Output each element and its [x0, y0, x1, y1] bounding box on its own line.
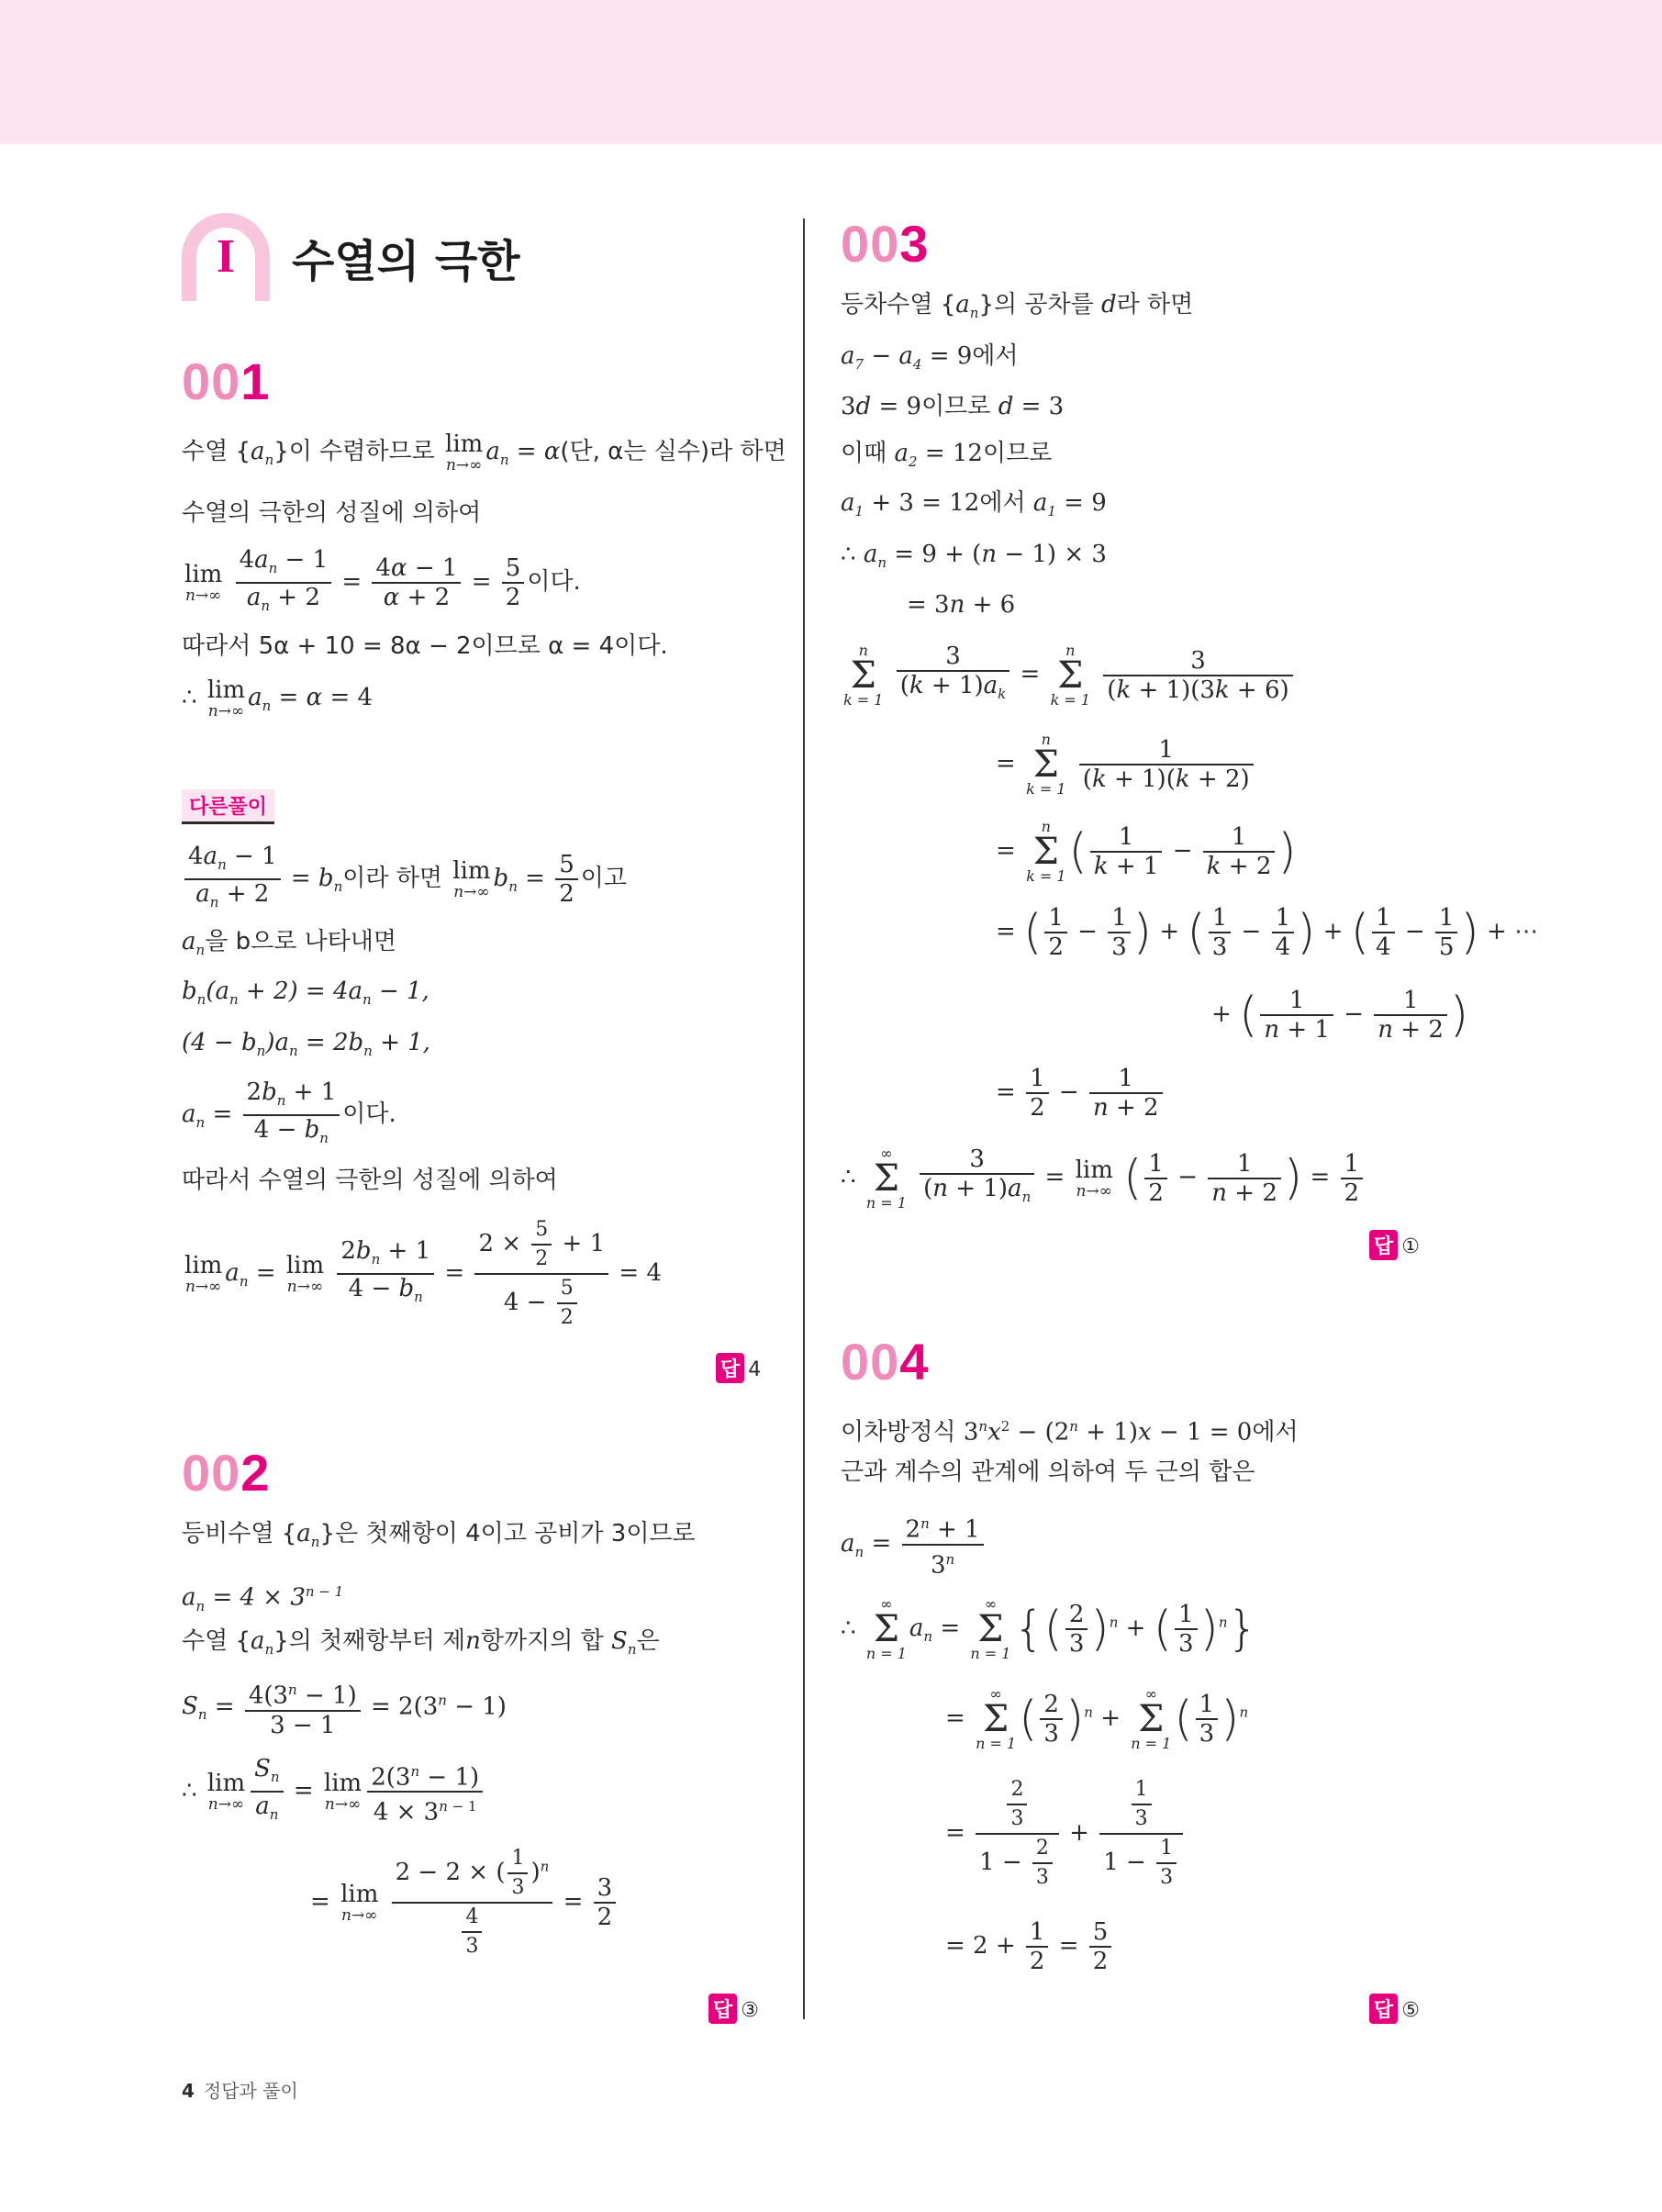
- p4-line-5: = ∞ Σ n = 1 ( $\frac{2}{3}$ )$^n$ + ∞ Σ n = 1 ( $\frac{1}{3}$ )$^n$: [945, 1685, 1249, 1752]
- p3-line-10: = n Σ k = 1 ( $\frac{1}{k + 1}$ − $\frac{1}{k + 2}$ ): [996, 818, 1297, 885]
- alt-line-3: $b_n(a_n + 2) = 4a_n - 1$,: [182, 978, 429, 1009]
- p3-line-8: n Σ k = 1 $\frac{3}{(k + 1)a_k}$ = n Σ k = 1 $\frac{3}{(k + 1)(3k + 6)}$: [841, 642, 1296, 708]
- alt-line-7: lim n→∞ $a_n$ = lim n→∞ $\frac{2b_n + 1}{4 - b_n}$ = 2 × $\frac{5}{2}$ + 1 4 − $\frac{5}{2}$ = 4: [184, 1218, 663, 1329]
- alt-line-4: $(4 - b_n)a_n = 2b_n + 1$,: [182, 1029, 430, 1060]
- column-divider: [803, 218, 805, 2019]
- chapter-numeral: I: [216, 230, 236, 283]
- alt-line-6: 따라서 수열의 극한의 성질에 의하여: [182, 1167, 558, 1194]
- problem-number-003: 003: [841, 215, 930, 273]
- p1-line-2: 수열의 극한의 성질에 의하여: [182, 499, 482, 527]
- p4-line-3: $a_n$ = $\frac{2^n + 1}{3^n}$: [841, 1510, 987, 1579]
- footer-label: 정답과 풀이: [203, 2080, 298, 2102]
- p3-line-1: 등차수열 $\{a_n\}$의 공차를 d라 하면: [841, 291, 1194, 322]
- p1-line-1: 수열 $\{a_n\}$이 수렴하므로 lim n→∞ $a_n = \alpha$(단, α는 실수)라 하면: [182, 430, 786, 475]
- p3-line-14: ∴ ∞ Σ n = 1 $\frac{3}{(n + 1)a_n}$ = lim n→∞ ( $\frac{1}{2}$ − $\frac{1}{n + 2}$ ) = $\frac{1}{2}$: [841, 1145, 1366, 1211]
- p3-line-4: 이때 $a_2 = 12$이므로: [841, 440, 1053, 471]
- p3-line-5: $a_1 + 3 = 12$에서 $a_1 = 9$: [841, 489, 1107, 520]
- answer-badge-002: 답 ③: [708, 1994, 759, 2024]
- p4-line-4: ∴ ∞ Σ n = 1 $a_n$ = ∞ Σ n = 1 {( $\frac{2}{3}$ )$^n$ + ( $\frac{1}{3}$ )$^n$}: [841, 1595, 1258, 1662]
- p2-line-6: = lim n→∞ 2 − 2 × ( $\frac{1}{3}$ )$^n$ $\frac{4}{3}$ = $\frac{3}{2}$: [310, 1845, 619, 1961]
- problem-number-002: 002: [182, 1444, 271, 1502]
- answer-badge-003: 답 ①: [1369, 1230, 1420, 1260]
- p3-line-13: = $\frac{1}{2}$ − $\frac{1}{n + 2}$: [996, 1065, 1166, 1122]
- p3-line-7: = 3n + 6: [907, 591, 1016, 619]
- p3-line-9: = n Σ k = 1 $\frac{1}{(k + 1)(k + 2)}$: [996, 732, 1256, 797]
- top-band: [0, 0, 1662, 144]
- p2-line-4: $S_n$ = $\frac{4(3^n - 1)}{3 - 1}$ = $2(3^n - 1)$: [182, 1676, 507, 1739]
- p2-line-2: $a_n = 4 \times 3^{n - 1}$: [182, 1583, 344, 1614]
- answer-badge-004: 답 ⑤: [1369, 1994, 1420, 2024]
- alt-line-1: $\frac{4a_n - 1}{a_n + 2}$ = $b_n$이라 하면 lim n→∞ $b_n$ = $\frac{5}{2}$ 이고: [182, 843, 627, 916]
- p2-line-5: ∴ lim n→∞ $\frac{S_n}{a_n}$ = lim n→∞ $\frac{2(3^n - 1)}{4 \times 3^{n - 1}}$: [182, 1755, 485, 1828]
- p3-line-11: = ( $\frac{1}{2}$ − $\frac{1}{3}$ ) + ( $\frac{1}{3}$ − $\frac{1}{4}$ ) + ( $\frac{1}{4}$ − $\frac{1}{5}$ ) + ⋯: [996, 904, 1539, 961]
- p3-line-6: ∴ $a_n = 9 + (n - 1) \times 3$: [841, 541, 1107, 572]
- problem-number-001: 001: [182, 352, 271, 410]
- p1-line-3: lim n→∞ $\frac{4a_n - 1}{a_n + 2}$ = $\frac{4\alpha - 1}{\alpha + 2}$ = $\frac{5}{2}$ 이다.: [184, 546, 581, 615]
- p4-line-7: = 2 + $\frac{1}{2}$ = $\frac{5}{2}$: [945, 1918, 1114, 1975]
- p4-line-1: 이차방정식 $3^nx^2 - (2^n + 1)x - 1 = 0$에서: [841, 1418, 1299, 1447]
- p2-line-3: 수열 $\{a_n\}$의 첫째항부터 제n항까지의 합 $S_n$은: [182, 1627, 660, 1659]
- problem-number-004: 004: [841, 1333, 930, 1391]
- chapter-title: 수열의 극한: [292, 236, 520, 287]
- alt-line-5: $a_n$ = $\frac{2b_n + 1}{4 - b_n}$ 이다.: [182, 1078, 396, 1147]
- p1-line-4: 따라서 5α + 10 = 8α − 2이므로 α = 4이다.: [182, 632, 668, 660]
- p4-line-6: = $\frac{2}{3}$ 1 − $\frac{2}{3}$ + $\frac{1}{3}$ 1 − $\frac{1}{3}$: [945, 1776, 1186, 1892]
- p1-line-5: ∴ lim n→∞ $a_n = \alpha = 4$: [182, 676, 374, 721]
- page-footer: [182, 2076, 298, 2103]
- answer-badge-001: 답 4: [716, 1353, 761, 1383]
- alt-line-2: $a_n$을 b으로 나타내면: [182, 928, 397, 959]
- p3-line-2: $a_7 - a_4 = 9$에서: [841, 342, 1019, 374]
- alt-solution-label: 다른풀이: [182, 789, 274, 824]
- p3-line-12: + ( $\frac{1}{n + 1}$ − $\frac{1}{n + 2}$ ): [1211, 987, 1469, 1044]
- p3-line-3: 3d = 9이므로 d = 3: [841, 393, 1065, 420]
- p2-line-1: 등비수열 $\{a_n\}$은 첫째항이 4이고 공비가 3이므로: [182, 1520, 696, 1551]
- p4-line-2: 근과 계수의 관계에 의하여 두 근의 합은: [841, 1458, 1255, 1486]
- page-number: 4: [182, 2080, 195, 2102]
